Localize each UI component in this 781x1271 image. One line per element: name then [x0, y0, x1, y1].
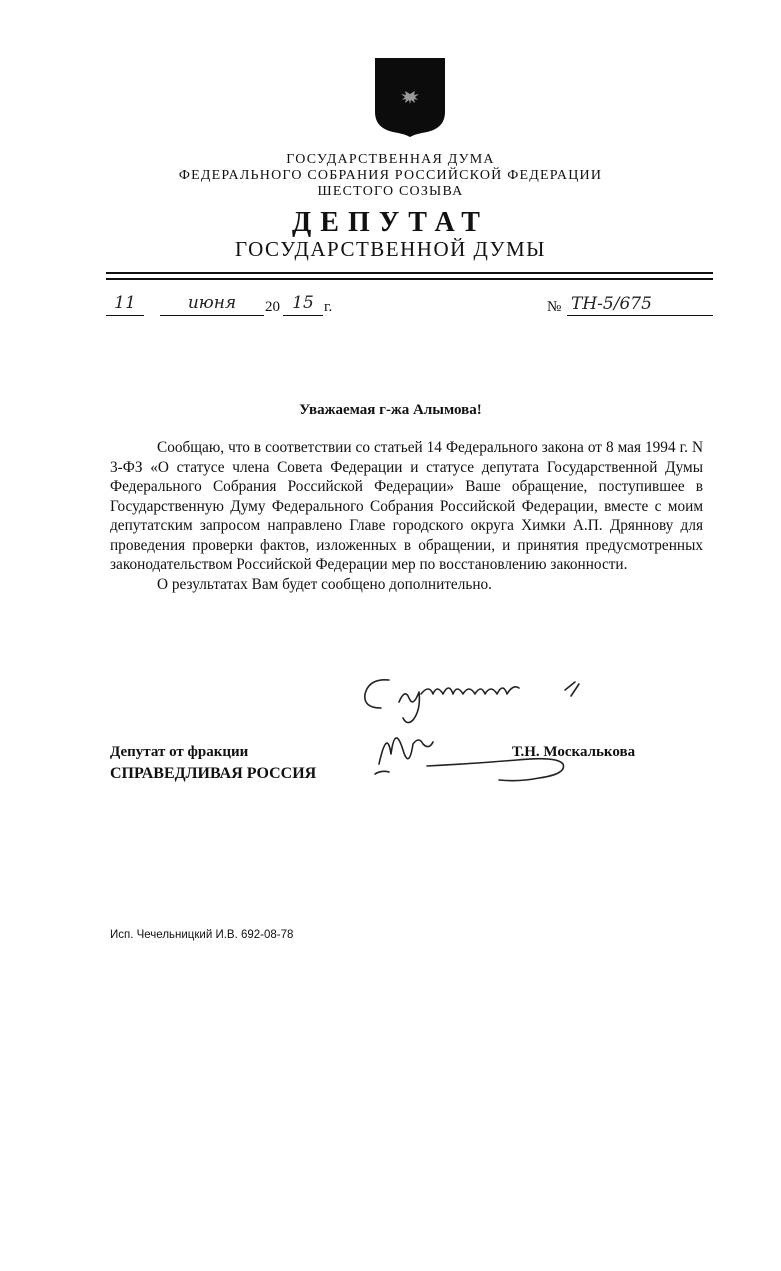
executor-contact: Исп. Чечельницкий И.В. 692-08-78 — [110, 929, 294, 941]
letter-body — [110, 438, 703, 594]
signatory-faction: СПРАВЕДЛИВАЯ РОССИЯ — [110, 765, 317, 782]
date-year-suffix: 15 — [283, 293, 323, 316]
signatory-position-line: Депутат от фракции — [110, 744, 249, 760]
letter-paragraph: Сообщаю, что в соответствии со статьей 14 Федерального закона от 8 мая 1994 г. N 3-ФЗ «О статусе члена Совета Федерации и статусе депутата Государственной Думы Федерального Собрания Российской Федерации» Ваше обращение, поступившее в Государственную Думу Федерального Собрания Российской Федерации, вместе с моим депутатским запросом направлено Главе городского округа Химки А.П. Дряннову для проведения проверки фактов, изложенных в обращении, и принятия предусмотренных законодательством Российской Федерации мер по восстановлению законности. — [110, 439, 703, 573]
header-convocation: ШЕСТОГО СОЗЫВА — [317, 184, 464, 199]
date-month: июня — [160, 293, 264, 316]
header-divider-top — [106, 272, 713, 274]
signatory-name: Т.Н. Москалькова — [512, 744, 636, 760]
header-organization: ГОСУДАРСТВЕННАЯ ДУМА — [286, 152, 495, 167]
salutation: Уважаемая г-жа Алымова! — [299, 402, 482, 418]
signatory-position — [110, 742, 316, 784]
letterhead-subtitle: ГОСУДАРСТВЕННОЙ ДУМЫ — [235, 237, 546, 261]
header-assembly: ФЕДЕРАЛЬНОГО СОБРАНИЯ РОССИЙСКОЙ ФЕДЕРАЦИИ — [178, 168, 603, 183]
date-number-row — [106, 288, 713, 318]
date-year-prefix: 20 — [265, 299, 280, 315]
header-divider-bottom — [106, 278, 713, 280]
handwritten-signature — [355, 668, 605, 788]
document-number-label: № — [547, 299, 562, 315]
document-number: ТН-5/675 — [567, 294, 713, 316]
letter-paragraph: О результатах Вам будет сообщено дополнительно. — [157, 575, 492, 593]
coat-of-arms-icon — [373, 56, 447, 138]
letterhead-title: ДЕПУТАТ — [292, 207, 489, 238]
date-year-unit: г. — [324, 299, 333, 315]
date-day: 11 — [106, 293, 144, 316]
